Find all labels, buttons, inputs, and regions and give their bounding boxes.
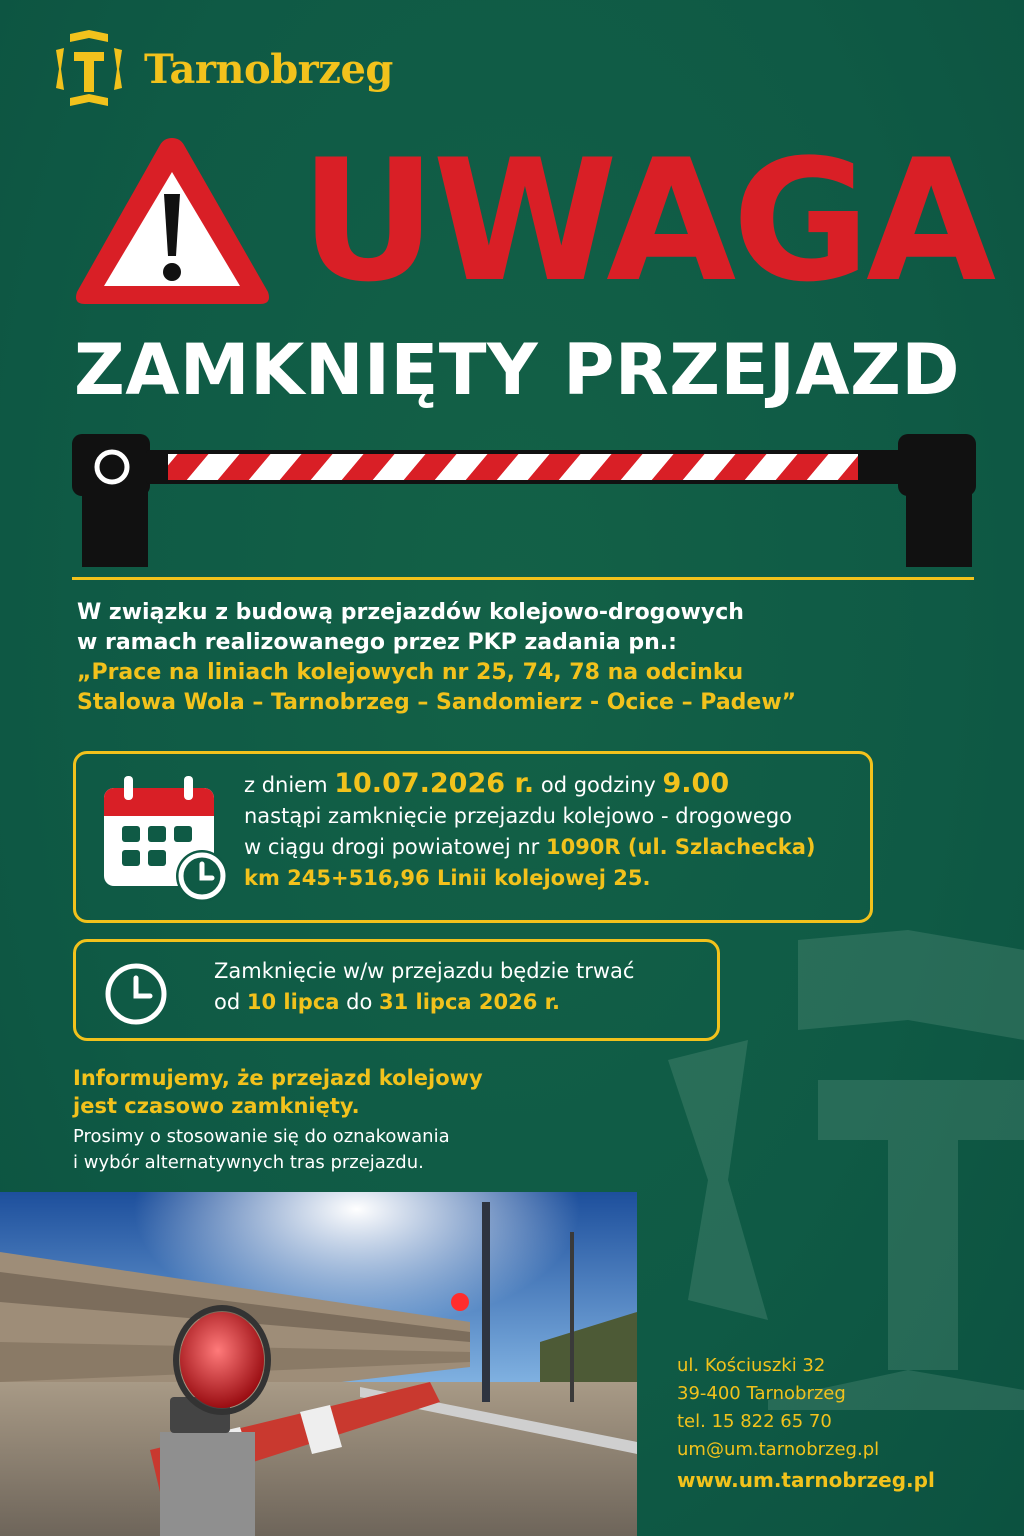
duration-line: Zamknięcie w/w przejazdu będzie trwać bbox=[214, 959, 635, 983]
info-heading: Informujemy, że przejazd kolejowy bbox=[73, 1066, 483, 1090]
info-section bbox=[73, 1064, 633, 1176]
closure-date: 10.07.2026 r. bbox=[334, 768, 535, 799]
project-name-line: Stalowa Wola – Tarnobrzeg – Sandomierz - Ocice – Padew” bbox=[77, 690, 797, 715]
intro-line: w ramach realizowanego przez PKP zadania pn.: bbox=[77, 630, 677, 655]
warning-heading: UWAGA bbox=[300, 123, 993, 319]
brand-name: Tarnobrzeg bbox=[144, 45, 393, 93]
from-label: od bbox=[214, 990, 247, 1014]
closure-details bbox=[244, 768, 815, 894]
closure-hour: 9.00 bbox=[662, 768, 730, 799]
watermark-logo-icon bbox=[668, 930, 1024, 1410]
closure-prefix: z dniem bbox=[244, 773, 335, 797]
info-heading: jest czasowo zamknięty. bbox=[73, 1094, 360, 1118]
railway-barrier-illustration bbox=[72, 432, 976, 567]
road-number: 1090R (ul. Szlachecka) bbox=[545, 835, 816, 859]
contact-info bbox=[677, 1352, 935, 1494]
calendar-clock-icon bbox=[100, 772, 230, 902]
end-date: 31 lipca 2026 r. bbox=[378, 990, 560, 1014]
to-label: do bbox=[339, 990, 379, 1014]
warning-triangle-icon bbox=[70, 132, 275, 310]
duration-details bbox=[214, 956, 634, 1018]
road-prefix: w ciągu drogi powiatowej nr bbox=[244, 835, 546, 859]
intro-line: W związku z budową przejazdów kolejowo-drogowych bbox=[77, 600, 744, 625]
info-text bbox=[73, 1124, 633, 1176]
project-name-line: „Prace na liniach kolejowych nr 25, 74, 78 na odcinku bbox=[77, 660, 744, 685]
railway-crossing-photo bbox=[0, 1192, 637, 1536]
page-title: ZAMKNIĘTY PRZEJAZD bbox=[74, 329, 960, 411]
info-line: Prosimy o stosowanie się do oznakowania bbox=[73, 1126, 450, 1147]
from-hour-label: od godziny bbox=[534, 773, 663, 797]
divider bbox=[72, 577, 974, 580]
email-link[interactable]: um@um.tarnobrzeg.pl bbox=[677, 1439, 880, 1460]
info-line: i wybór alternatywnych tras przejazdu. bbox=[73, 1152, 424, 1173]
website-link[interactable]: www.um.tarnobrzeg.pl bbox=[677, 1468, 935, 1492]
clock-icon bbox=[102, 960, 170, 1028]
start-date: 10 lipca bbox=[246, 990, 340, 1014]
railway-km: km 245+516,96 Linii kolejowej 25. bbox=[244, 866, 651, 890]
brand-logo[interactable] bbox=[50, 30, 393, 108]
address-street: ul. Kościuszki 32 bbox=[677, 1355, 826, 1376]
address-city: 39-400 Tarnobrzeg bbox=[677, 1383, 846, 1404]
intro-text bbox=[77, 598, 977, 718]
tarnobrzeg-emblem-icon bbox=[50, 30, 128, 108]
closure-line: nastąpi zamknięcie przejazdu kolejowo - drogowego bbox=[244, 804, 793, 828]
phone-number[interactable]: tel. 15 822 65 70 bbox=[677, 1411, 832, 1432]
closure-date-box bbox=[73, 751, 873, 923]
duration-box bbox=[73, 939, 720, 1041]
